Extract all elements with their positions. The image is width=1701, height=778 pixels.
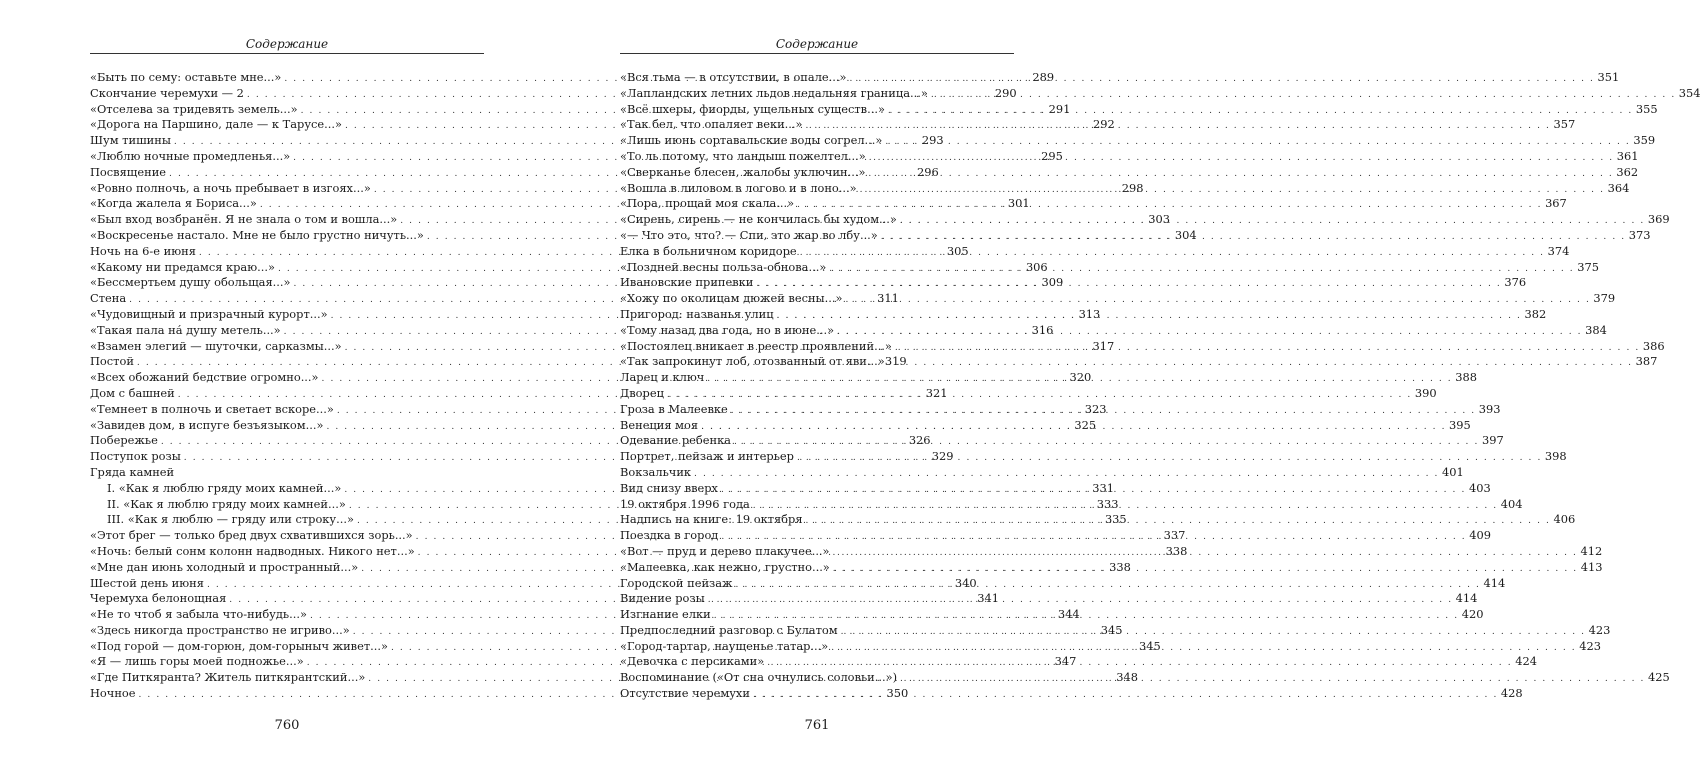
toc-entry-title: «Всё шхеры, фиорды, ущельных существ...» [620, 101, 885, 116]
toc-entry-page: 376 [1504, 275, 1527, 290]
toc-entry-title: Дворец [620, 385, 664, 400]
toc-entry-title: Шум тишины [90, 133, 171, 148]
dot-leader [731, 401, 1476, 420]
toc-entry-title: «Город-тартар, наущенье татар...» [620, 638, 829, 653]
dot-leader [829, 259, 1574, 278]
dot-leader [694, 467, 1439, 483]
toc-entry-title: Гряда камней [90, 464, 175, 479]
toc-entry-title: «Так бел, что опаляет веки...» [620, 117, 803, 132]
toc-entry-title: «Мне дан июнь холодный и пространный...» [90, 559, 359, 574]
toc-entry-title: «Малеевка, как нежно, грустно...» [620, 559, 830, 574]
toc-entry-page: 379 [1593, 291, 1616, 306]
toc-entry-title: «Сверканье блесен, жалобы уключин...» [620, 164, 866, 179]
toc-entry [620, 433, 1504, 449]
toc-entry-page: 355 [1635, 101, 1658, 116]
toc-entry-title: Поступок розы [90, 449, 181, 464]
toc-entry-title: Вокзальчик [620, 464, 692, 479]
dot-leader [736, 575, 1481, 594]
toc-entry-page: 309 [1041, 275, 1064, 290]
toc-entry-page: 333 [1096, 496, 1119, 511]
toc-entry-page: 393 [1478, 401, 1501, 416]
dot-leader [721, 530, 1466, 546]
toc-entry-page: 329 [931, 449, 954, 464]
toc-entry-title: III. «Как я люблю — гряду или строку...» [107, 512, 354, 527]
running-head: Содержание [775, 37, 859, 51]
dot-leader [841, 622, 1586, 641]
toc-entry-page: 321 [925, 385, 948, 400]
toc-entry-title: I. «Как я люблю гряду моих камней...» [107, 480, 342, 495]
toc-entry-page: 359 [1633, 133, 1656, 148]
toc-entry-page: 317 [1092, 338, 1115, 353]
toc-entry-title: «Ночь: белый сонм колонн надводных. Никого нет...» [90, 543, 415, 558]
dot-leader [707, 372, 1452, 388]
toc-entry-page: 345 [1138, 638, 1161, 653]
toc-entry-page: 338 [1165, 543, 1188, 558]
toc-entry-page: 289 [1032, 70, 1055, 84]
toc-entry-title: «Быть по сему: оставьте мне...» [90, 70, 282, 84]
toc-entry [620, 385, 1437, 402]
toc-entry-page: 293 [921, 133, 944, 148]
toc-entry [620, 464, 1464, 481]
toc-entry-title: Отсутствие черемухи [620, 686, 750, 701]
dot-leader [881, 227, 1626, 246]
running-head: Содержание [245, 37, 329, 51]
toc-entry-title: «Лапландских летних льдов недальняя граница...» [620, 85, 928, 100]
toc-entry-page: 357 [1553, 117, 1576, 132]
toc-entry-title: «Вот — пруд и дерево плакучее...» [620, 543, 830, 558]
toc-entry-page: 350 [886, 686, 909, 701]
toc-entry-page: 320 [1069, 370, 1092, 385]
toc-entry-title: «Поздней весны польза-обнова...» [620, 259, 827, 274]
dot-leader [895, 338, 1640, 357]
toc-entry-title: «Люблю ночные промедленья...» [90, 148, 291, 163]
toc-entry-title: Скончание черемухи — 2 [90, 85, 244, 100]
toc-entry-page: 384 [1585, 322, 1607, 337]
toc-entry-page: 395 [1449, 417, 1471, 432]
toc-entry-page: 306 [1025, 259, 1048, 274]
toc-entry-page: 311 [877, 291, 899, 306]
toc-entry [620, 133, 1656, 149]
toc-entry-title: Гроза в Малеевке [620, 401, 728, 416]
toc-entry-title: Черемуха белонощная [90, 591, 227, 606]
dot-leader [850, 72, 1595, 88]
toc-entry [620, 591, 1478, 607]
toc-entry [620, 575, 1506, 592]
toc-entry-page: 375 [1577, 259, 1600, 274]
dot-leader [806, 514, 1551, 530]
toc-entry-page: 316 [1031, 322, 1054, 337]
toc-entry-title: Ивановские припевки [620, 275, 754, 290]
toc-entry-title: «Лишь июнь сортавальские воды согрел...» [620, 133, 883, 148]
toc-entry-page: 414 [1483, 575, 1506, 590]
toc-entry [620, 449, 1567, 465]
toc-entry-title: «Не то чтоб я забыла что-нибудь...» [90, 607, 307, 622]
toc-entry-page: 295 [1041, 148, 1063, 163]
toc-entry-title: «Чудовищный и призрачный курорт...» [90, 306, 328, 321]
dot-leader [888, 356, 1633, 372]
dot-leader [721, 480, 1466, 499]
dot-leader [797, 198, 1542, 214]
toc-entry-title: «Всех обожаний бедствие огромно...» [90, 370, 319, 385]
toc-entry-page: 290 [994, 85, 1017, 100]
toc-entry-page: 340 [954, 575, 977, 590]
toc-entry-title: Поездка в город [620, 528, 719, 543]
toc-entry-title: «Хожу по околицам дюжей весны...» [620, 291, 843, 306]
toc-entry-page: 361 [1616, 148, 1639, 163]
toc-entry-title: «Темнеет в полночь и светает вскоре...» [90, 401, 334, 416]
dot-leader [833, 559, 1578, 578]
toc-entry-page: 291 [1048, 101, 1071, 116]
toc-entry-page: 398 [1544, 449, 1567, 464]
dot-leader [869, 148, 1614, 167]
toc-entry-page: 354 [1678, 85, 1701, 100]
toc-entry-page: 386 [1642, 338, 1665, 353]
toc-entry-page: 423 [1579, 638, 1601, 653]
toc-entry-title: Елка в больничном коридоре [620, 243, 797, 258]
toc-entry-title: «Взамен элегий — шуточки, сарказмы...» [90, 338, 342, 353]
toc-entry-page: 412 [1580, 543, 1603, 558]
toc-entry-page: 382 [1524, 306, 1547, 321]
dot-leader [900, 672, 1645, 688]
toc-entry-title: 19 октября 1996 года [620, 496, 750, 511]
dot-leader [888, 101, 1633, 120]
toc-entry-title: Шестой день июня [90, 575, 204, 590]
toc-entry-page: 331 [1092, 480, 1115, 495]
toc-entry-title: «Тому назад два года, но в июне...» [620, 322, 835, 337]
toc-entry-page: 351 [1597, 70, 1620, 84]
toc-entry-page: 325 [1074, 417, 1097, 432]
toc-entry-title: «Отселева за тридевять земель...» [90, 101, 298, 116]
toc-entry-page: 406 [1553, 512, 1576, 527]
toc-entry-title: Побережье [90, 433, 158, 448]
toc-entry-title: «Так запрокинут лоб, отозванный от яви...» [620, 354, 885, 369]
dot-leader [833, 543, 1578, 562]
toc-entry-page: 420 [1461, 607, 1484, 622]
toc-entry-page: 323 [1084, 401, 1107, 416]
toc-entry-title: «Я — лишь горы моей подножье...» [90, 654, 304, 669]
toc-entry-page: 424 [1515, 654, 1537, 669]
toc-entry-title: «Какому ни предамся краю...» [90, 259, 275, 274]
dot-leader [860, 180, 1605, 199]
toc-entry-title: Ночное [90, 686, 136, 701]
toc-entry-title: II. «Как я люблю гряду моих камней...» [107, 496, 346, 511]
toc-entry [90, 465, 484, 481]
header-rule [90, 53, 484, 54]
toc-entry-page: 414 [1455, 591, 1478, 606]
toc-entry-title: «— Что это, что? — Спи, это жар во лбу...» [620, 227, 878, 242]
dot-leader [797, 451, 1542, 467]
toc-entry-page: 369 [1647, 212, 1670, 227]
dot-leader [667, 385, 1412, 404]
toc-entry-page: 390 [1414, 385, 1437, 400]
dot-leader [845, 293, 1590, 309]
toc-entry-page: 425 [1648, 670, 1670, 685]
page-number: 761 [804, 718, 830, 733]
dot-leader [777, 306, 1522, 325]
toc-entry [620, 85, 1701, 102]
toc-entry-title: «Был вход возбранён. Я не знала о том и вошла...» [90, 212, 398, 227]
toc-entry-page: 296 [917, 164, 939, 179]
toc-entry-title: «Дорога на Паршино, дале — к Тарусе...» [90, 117, 342, 132]
toc-entry-page: 362 [1616, 164, 1639, 179]
dot-leader [734, 435, 1479, 451]
toc-entry-title: Одевание ребенка [620, 433, 731, 448]
toc-entry-page: 388 [1455, 370, 1478, 385]
toc-entry [620, 291, 1616, 307]
toc-entry-title: «Где Питкяранта? Житель питкярантский...» [90, 670, 366, 685]
toc-entry-title: Посвящение [90, 164, 167, 179]
toc-entry-title: «Постоялец вникает в реестр проявлений...» [620, 338, 892, 353]
toc-entry [620, 686, 1523, 702]
toc-entry-page: 292 [1092, 117, 1115, 132]
toc-entry-title: Вид снизу вверх [620, 480, 718, 495]
toc-entry [620, 164, 1639, 181]
toc-entry [620, 354, 1658, 370]
toc-entry-page: 401 [1442, 464, 1464, 479]
toc-entry-title: «Вся тьма — в отсутствии, в опале...» [620, 70, 847, 84]
toc-entry-title: Ларец и ключ [620, 370, 705, 385]
toc-entry-title: Пригород: названья улиц [620, 306, 774, 321]
toc-entry-page: 313 [1078, 306, 1101, 321]
toc-entry-page: 364 [1607, 180, 1630, 195]
toc-entry-title: Надпись на книге: 19 октября [620, 512, 803, 527]
toc-entry-page: 397 [1481, 433, 1504, 448]
toc-entry-page: 335 [1104, 512, 1127, 527]
dot-leader [756, 277, 1501, 293]
toc-entry-page: 301 [1007, 196, 1030, 211]
toc-entry-page: 344 [1057, 607, 1080, 622]
dot-leader [753, 496, 1498, 515]
toc-entry-page: 345 [1100, 622, 1123, 637]
toc-entry-title: «Девочка с персиками» [620, 654, 765, 669]
toc-entry-page: 338 [1109, 559, 1131, 574]
dot-leader [868, 164, 1613, 183]
dot-leader [806, 119, 1551, 135]
toc-entry-page: 409 [1469, 528, 1492, 543]
toc-entry-title: Видение розы [620, 591, 705, 606]
toc-entry-page: 348 [1116, 670, 1139, 685]
toc-entry-title: «Здесь никогда пространство не игриво...» [90, 622, 350, 637]
toc-entry-title: Дом с башней [90, 385, 175, 400]
toc-entry-page: 305 [946, 243, 969, 258]
toc-entry-title: «Этот брег — только бред двух схватившихся зорь...» [90, 528, 413, 543]
toc-entry-page: 403 [1468, 480, 1491, 495]
dot-leader [837, 322, 1582, 341]
toc-entry-page: 319 [884, 354, 907, 369]
toc-entry-page: 347 [1054, 654, 1077, 669]
dot-leader [831, 638, 1576, 657]
dot-leader [701, 417, 1446, 436]
toc-entry-page: 367 [1545, 196, 1567, 211]
dot-leader [900, 214, 1645, 230]
toc-entry-title: «Ровно полночь, а ночь пребывает в изгоях...» [90, 180, 371, 195]
toc-entry-title: «Пора, прощай моя скала...» [620, 196, 795, 211]
toc-entry-page: 341 [977, 591, 999, 606]
toc-entry-title: Предпоследний разговор с Булатом [620, 622, 838, 637]
toc-entry-page: 413 [1580, 559, 1603, 574]
toc-entry-page: 373 [1628, 227, 1651, 242]
toc-entry-page: 374 [1547, 243, 1570, 258]
toc-entry-title: Венеция моя [620, 417, 699, 432]
toc-entry-title: «Когда жалела я Бориса...» [90, 196, 257, 211]
toc-entry-title: «Вошла в лиловом в логово и в лоно...» [620, 180, 857, 195]
toc-entry-title: «Воскресенье настало. Мне не было грустно ничуть...» [90, 227, 424, 242]
toc-entry-page: 326 [908, 433, 931, 448]
toc-entry-title: «Под горой — дом-горюн, дом-горыныч живет...» [90, 638, 388, 653]
toc-entry-title: «Бессмертьем душу обольщая...» [90, 275, 291, 290]
toc-entry-page: 337 [1163, 528, 1186, 543]
toc-entry [620, 243, 1570, 260]
toc-entry-page: 304 [1174, 227, 1197, 242]
toc-entry-page: 423 [1588, 622, 1611, 637]
toc-entry-title: Портрет, пейзаж и интерьер [620, 449, 794, 464]
toc-entry-title: «То ль потому, что ландыш пожелтел...» [620, 148, 866, 163]
toc-entry-title: Ночь на 6-е июня [90, 243, 196, 258]
header-rule [620, 53, 1014, 54]
dot-leader [800, 243, 1545, 262]
toc-entry-title: Стена [90, 291, 127, 306]
toc-entry-page: 303 [1148, 212, 1170, 227]
toc-entry-page: 428 [1500, 686, 1523, 701]
toc-entry-title: Воспоминание («От сна очнулись соловьи...») [620, 670, 898, 685]
toc-entry-title: Изгнание елки [620, 607, 711, 622]
dot-leader [885, 135, 1630, 151]
dot-leader [708, 593, 1453, 609]
page-number: 760 [274, 718, 300, 733]
toc-entry-title: Постой [90, 354, 134, 369]
dot-leader [753, 688, 1498, 704]
toc-entry-title: Городской пейзаж [620, 575, 733, 590]
toc-entry-title: «Сирень, сирень — не кончилась бы худом...» [620, 212, 897, 227]
toc-entry-page: 298 [1121, 180, 1144, 195]
toc-entry-page: 387 [1635, 354, 1658, 369]
toc-entry-title: «Завидев дом, в испуге безъязыком...» [90, 417, 324, 432]
dot-leader [931, 85, 1676, 104]
toc-entry-page: 404 [1500, 496, 1523, 511]
toc-entry-title: «Такая пала на́ душу метель...» [90, 322, 281, 337]
